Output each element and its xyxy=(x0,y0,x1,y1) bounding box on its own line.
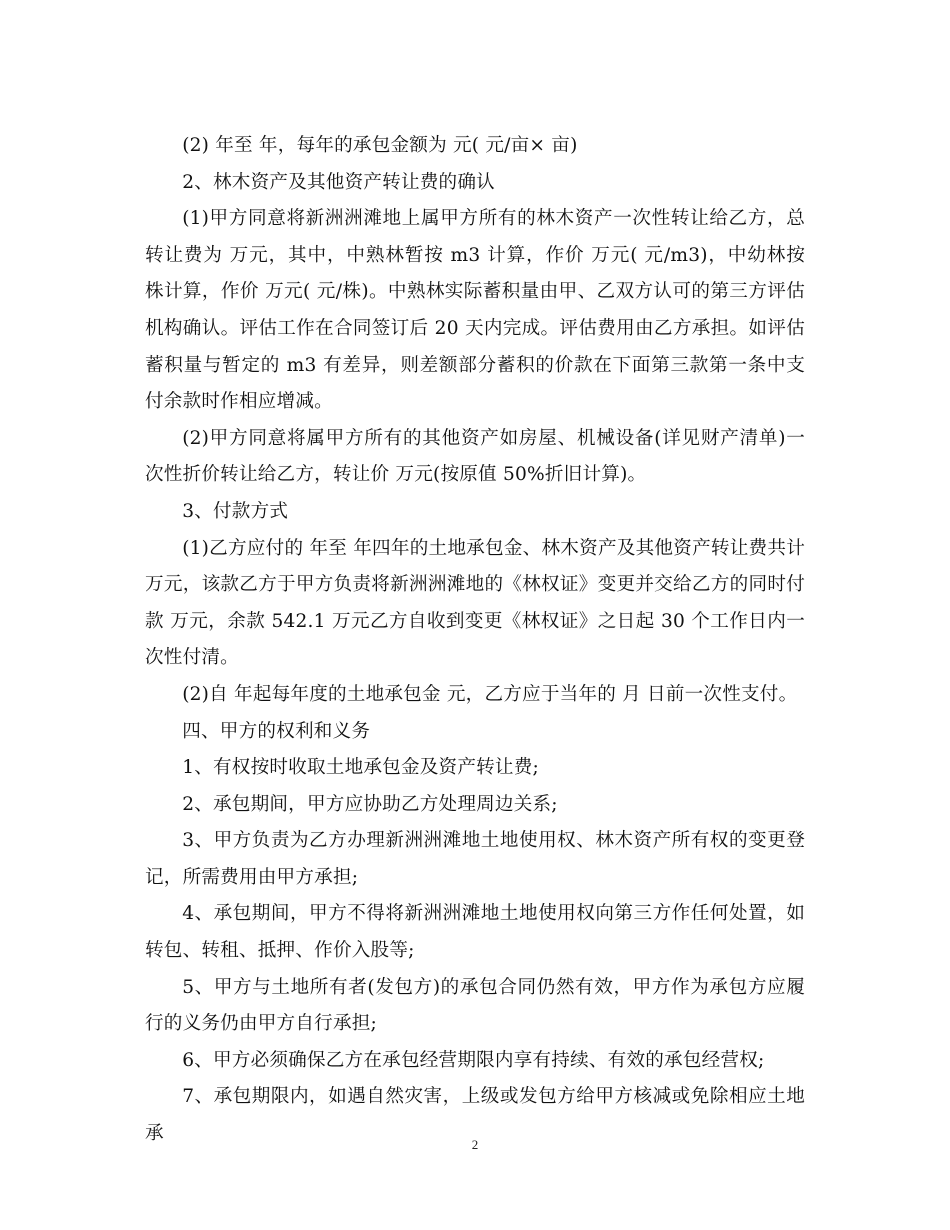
paragraph-2: 2、林木资产及其他资产转让费的确认 xyxy=(182,171,495,193)
paragraph-7: (2)自 年起每年度的土地承包金 元，乙方应于当年的 月 日前一次性支付。 xyxy=(182,683,798,705)
paragraph-11: 3、甲方负责为乙方办理新洲洲滩地土地使用权、林木资产所有权的变更登记，所需费用由甲方承担; xyxy=(145,830,805,888)
paragraph-8: 四、甲方的权利和义务 xyxy=(182,720,371,742)
paragraph-15: 7、承包期限内，如遇自然灾害，上级或发包方给甲方核减或免除相应土地承 xyxy=(145,1086,805,1145)
paragraph-4: (2)甲方同意将属甲方所有的其他资产如房屋、机械设备(详见财产清单)一次性折价转让给乙方，转让价 万元(按原值 50%折旧计算)。 xyxy=(145,427,805,486)
paragraph-6: (1)乙方应付的 年至 年四年的土地承包金、林木资产及其他资产转让费共计 万元，该款乙方于甲方负责将新洲洲滩地的《林权证》变更并交给乙方的同时付款 万元，余款 542.1 万元乙方自收到变更《林权证》之日起 30 个工作日内一次性付清。 xyxy=(145,537,805,669)
paragraph-12: 4、承包期间，甲方不得将新洲洲滩地土地使用权向第三方作任何处置，如转包、转租、抵押、作价入股等; xyxy=(145,903,805,962)
paragraph-13: 5、甲方与土地所有者(发包方)的承包合同仍然有效，甲方作为承包方应履行的义务仍由甲方自行承担; xyxy=(145,976,805,1035)
document-body xyxy=(145,128,805,1153)
paragraph-10: 2、承包期间，甲方应协助乙方处理周边关系; xyxy=(182,793,558,815)
paragraph-9: 1、有权按时收取土地承包金及资产转让费; xyxy=(182,757,539,779)
paragraph-1: (2) 年至 年，每年的承包金额为 元( 元/亩× 亩) xyxy=(182,135,578,156)
paragraph-3: (1)甲方同意将新洲洲滩地上属甲方所有的林木资产一次性转让给乙方，总转让费为 万元，其中，中熟林暂按 m3 计算，作价 万元( 元/m3)，中幼林按 株计算，作价 万元( 元/株)。中熟林实际蓄积量由甲、乙双方认可的第三方评估机构确认。评估工作在合同签订后 20 天内完成。评估费用由乙方承担。如评估蓄积量与暂定的 m3 有差异，则差额部分蓄积的价款在下面第三款第一条中支付余款时作相应增减。 xyxy=(145,208,805,413)
paragraph-5: 3、付款方式 xyxy=(182,500,289,522)
paragraph-14: 6、甲方必须确保乙方在承包经营期限内享有持续、有效的承包经营权; xyxy=(182,1049,765,1071)
page-number: 2 xyxy=(471,1137,479,1152)
